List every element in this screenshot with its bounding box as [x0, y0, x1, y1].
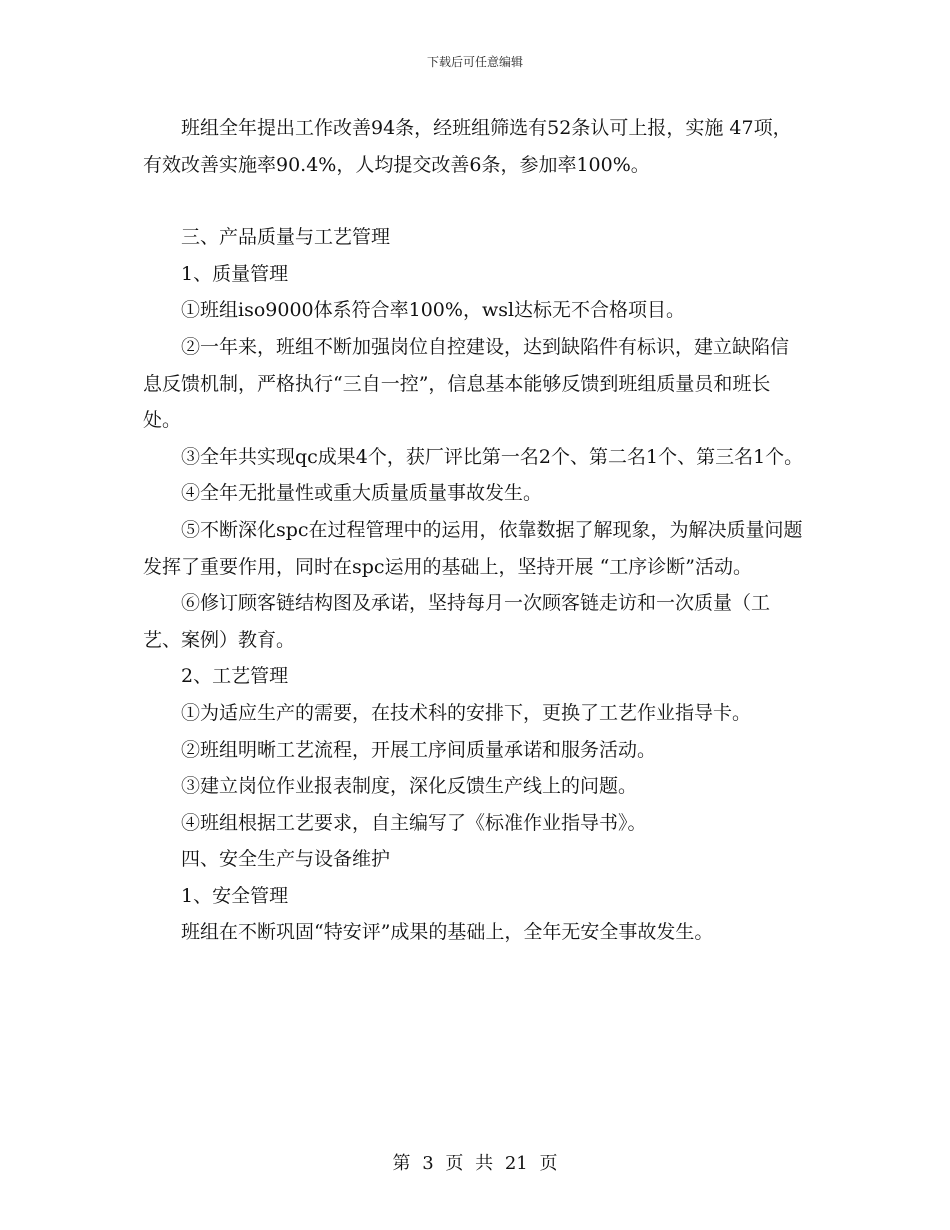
- paragraph-gap: [143, 183, 807, 219]
- list-item-quality-3: ③全年共实现qc成果4个，获厂评比第一名2个、第二名1个、第三名1个。: [181, 445, 804, 468]
- list-item-quality-6: ⑥修订顾客链结构图及承诺，坚持每月一次顾客链走访和一次质量（工艺、案例）教育。: [143, 592, 771, 651]
- page-header: 下载后可任意编辑: [426, 55, 523, 69]
- paragraph-improvement-summary: 班组全年提出工作改善94条，经班组筛选有52条认可上报，实施 47项，有效改善实施率90.4%，人均提交改善6条，参加率100%。: [143, 117, 792, 176]
- paragraph-safety-result: 班组在不断巩固“特安评”成果的基础上，全年无安全事故发生。: [181, 921, 714, 944]
- list-item-process-3: ③建立岗位作业报表制度，深化反馈生产线上的问题。: [181, 775, 638, 798]
- section-heading-safety-equipment: 四、安全生产与设备维护: [181, 848, 391, 871]
- list-item-quality-5: ⑤不断深化spc在过程管理中的运用，依靠数据了解现象，为解决质量问题发挥了重要作用，同时在spc运用的基础上，坚持开展 “工序诊断”活动。: [143, 518, 803, 578]
- subheading-process-management: 2、工艺管理: [181, 665, 289, 688]
- list-item-process-1: ①为适应生产的需要，在技术科的安排下，更换了工艺作业指导卡。: [181, 701, 752, 724]
- list-item-process-2: ②班组明晰工艺流程，开展工序间质量承诺和服务活动。: [181, 738, 657, 761]
- subheading-safety-management: 1、安全管理: [181, 884, 289, 907]
- list-item-quality-4: ④全年无批量性或重大质量质量事故发生。: [181, 482, 543, 505]
- section-heading-quality-process: 三、产品质量与工艺管理: [181, 226, 391, 249]
- document-body: [143, 110, 807, 951]
- page-footer: 第 3 页 共 21 页: [392, 1153, 558, 1174]
- subheading-quality-management: 1、质量管理: [181, 262, 289, 285]
- list-item-process-4: ④班组根据工艺要求，自主编写了《标准作业指导书》。: [181, 811, 647, 834]
- list-item-quality-1: ①班组iso9000体系符合率100%，wsl达标无不合格项目。: [181, 299, 686, 322]
- list-item-quality-2: ②一年来，班组不断加强岗位自控建设，达到缺陷件有标识，建立缺陷信息反馈机制，严格执行“三自一控”，信息基本能够反馈到班组质量员和班长处。: [143, 335, 790, 432]
